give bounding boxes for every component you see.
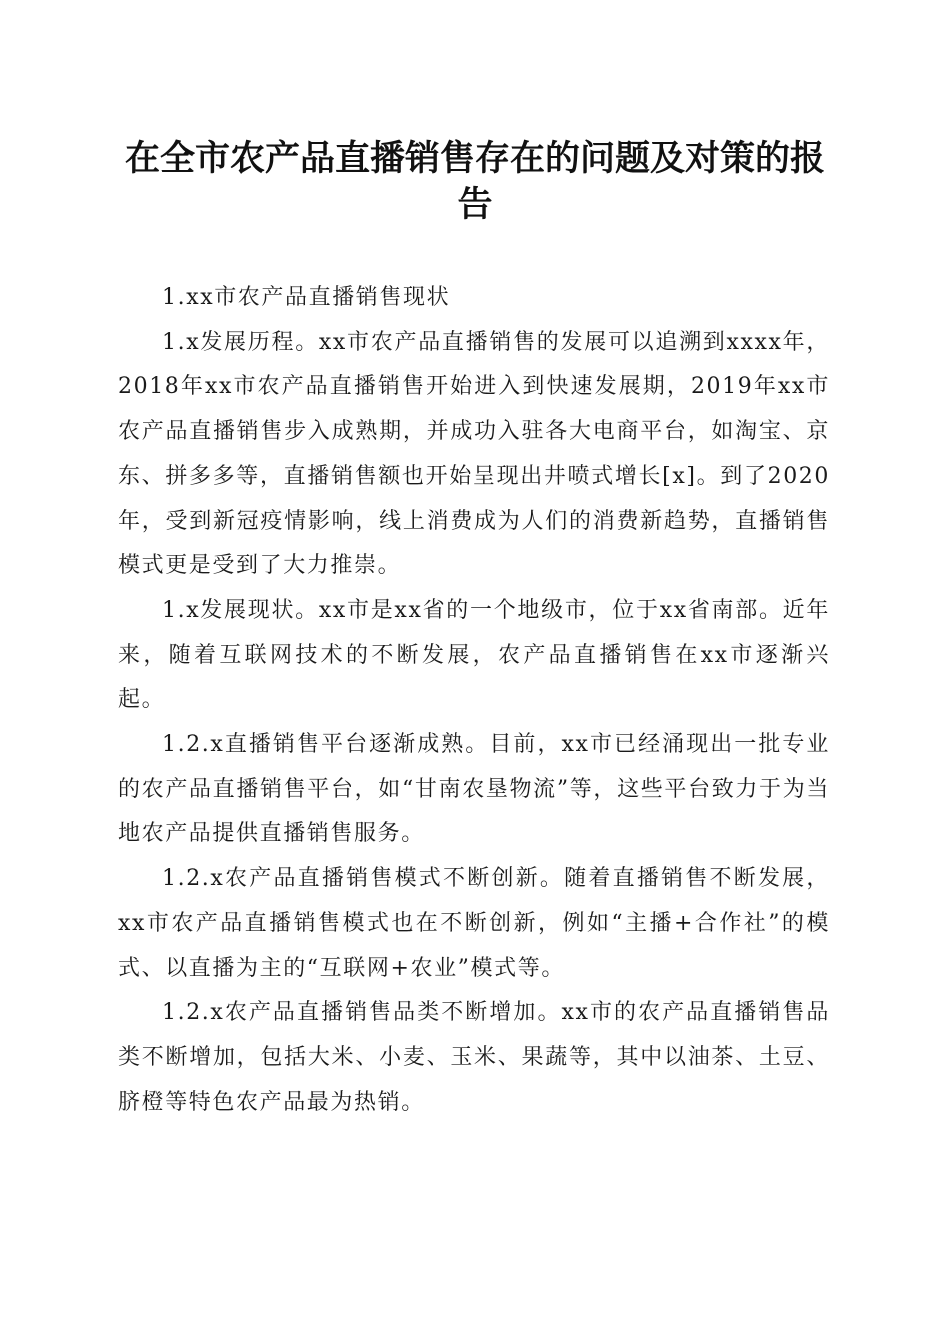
paragraph-product-categories: 1.2.x农产品直播销售品类不断增加。xx市的农产品直播销售品类不断增加，包括大米、小麦、玉米、果蔬等，其中以油茶、土豆、脐橙等特色农产品最为热销。: [118, 1000, 830, 1115]
paragraph-platforms: 1.2.x直播销售平台逐渐成熟。目前，xx市已经涌现出一批专业的农产品直播销售平台，如“甘南农垦物流”等，这些平台致力于为当地农产品提供直播销售服务。: [118, 732, 830, 847]
paragraph-history: 1.x发展历程。xx市农产品直播销售的发展可以追溯到xxxx年，2018年xx市农产品直播销售开始进入到快速发展期，2019年xx市农产品直播销售步入成熟期，并成功入驻各大电商平台，如淘宝、京东、拼多多等，直播销售额也开始呈现出井喷式增长[x]。到了2020年，受到新冠疫情影响，线上消费成为人们的消费新趋势，直播销售模式更是受到了大力推崇。: [118, 329, 830, 579]
document-title: 在全市农产品直播销售存在的问题及对策的报告: [124, 138, 825, 225]
paragraph-sales-models: 1.2.x农产品直播销售模式不断创新。随着直播销售不断发展，xx市农产品直播销售模式也在不断创新，例如“主播+合作社”的模式、以直播为主的“互联网+农业”模式等。: [118, 866, 830, 981]
section-heading-status: 1.xx市农产品直播销售现状: [162, 285, 451, 310]
document-body: [118, 276, 830, 1125]
paragraph-current-status: 1.x发展现状。xx市是xx省的一个地级市，位于xx省南部。近年来，随着互联网技术的不断发展，农产品直播销售在xx市逐渐兴起。: [118, 597, 830, 713]
